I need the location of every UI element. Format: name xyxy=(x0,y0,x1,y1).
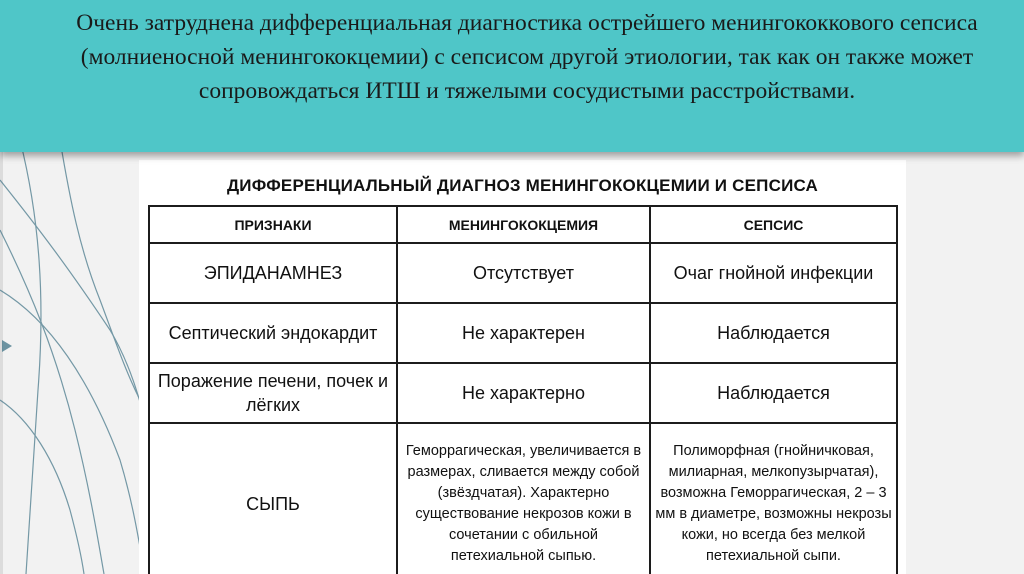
comparison-table-image xyxy=(139,160,906,574)
table-row xyxy=(149,423,897,574)
table-cell: Отсутствует xyxy=(397,243,650,303)
table-cell: Геморрагическая, увеличивается в размерах, сливается между собой (звёздчатая). Характерно существование некрозов кожи в сочетании с обильной петехиальной сыпью. xyxy=(397,423,650,574)
table-row xyxy=(149,363,897,423)
arrow-icon xyxy=(2,340,12,352)
table-row xyxy=(149,303,897,363)
table-cell: СЫПЬ xyxy=(149,423,397,574)
table-caption: ДИФФЕРЕНЦИАЛЬНЫЙ ДИАГНОЗ МЕНИНГОКОКЦЕМИИ И СЕПСИСА xyxy=(226,176,819,195)
table-cell: ЭПИДАНАМНЕЗ xyxy=(149,243,397,303)
column-header: СЕПСИС xyxy=(650,206,897,243)
table-cell: Полиморфная (гнойничковая, милиарная, мелкопузырчатая), возможна Геморрагическая, 2 – 3 мм в диаметре, возможны некрозы кожи, но всегда без мелкой петехиальной сыпи. xyxy=(650,423,897,574)
slide-header xyxy=(0,0,1024,152)
table-cell: Наблюдается xyxy=(650,363,897,423)
table-cell: Поражение печени, почек и лёгких xyxy=(149,363,397,423)
table-cell: Не характерен xyxy=(397,303,650,363)
table-cell: Очаг гнойной инфекции xyxy=(650,243,897,303)
table-row xyxy=(149,243,897,303)
slide-title: Очень затруднена дифференциальная диагностика острейшего менингококкового сепсиса (молниеносной менингококцемии) с сепсисом другой этиологии, так как он также может сопровождаться ИТШ и тяжелыми сосудистыми расстройствами. xyxy=(76,10,978,104)
decorative-lines xyxy=(0,140,160,574)
table-cell: Наблюдается xyxy=(650,303,897,363)
column-header: МЕНИНГОКОКЦЕМИЯ xyxy=(397,206,650,243)
table-header-row xyxy=(149,206,897,243)
table-cell: Не характерно xyxy=(397,363,650,423)
column-header: ПРИЗНАКИ xyxy=(149,206,397,243)
differential-diagnosis-table xyxy=(148,205,898,574)
table-cell: Септический эндокардит xyxy=(149,303,397,363)
